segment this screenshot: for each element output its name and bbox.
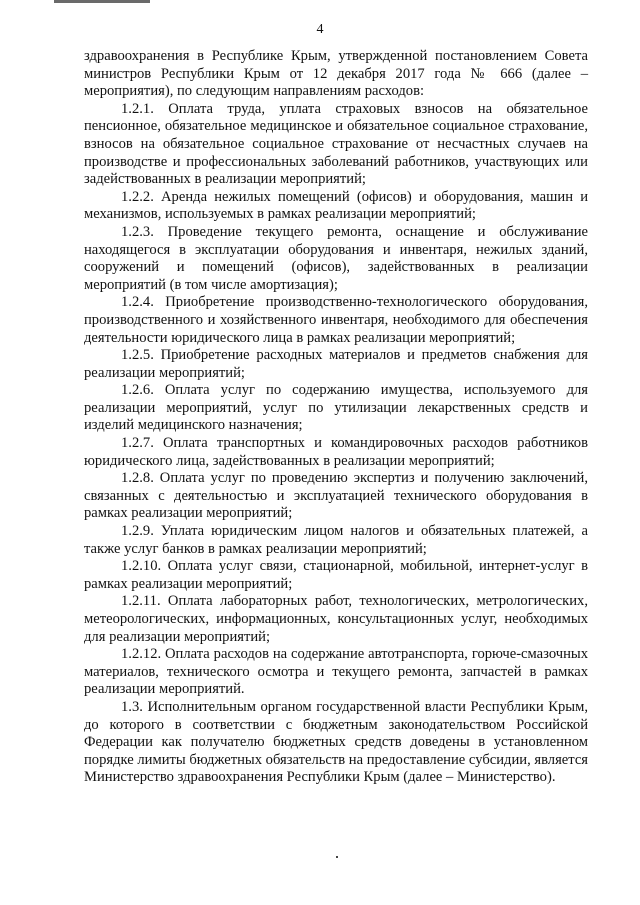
header-rule	[54, 0, 150, 3]
paragraph-1-2-7: 1.2.7. Оплата транспортных и командировочных расходов работников юридического лица, задействованных в реализации мероприятий;	[84, 435, 588, 469]
scan-speck	[336, 856, 338, 858]
paragraph-1-2-5: 1.2.5. Приобретение расходных материалов и предметов снабжения для реализации мероприятий;	[84, 347, 588, 381]
paragraph-1-2-12: 1.2.12. Оплата расходов на содержание автотранспорта, горюче-смазочных материалов, технического осмотра и текущего ремонта, запчастей в рамках реализации мероприятий.	[84, 646, 588, 698]
paragraph-1-2-11: 1.2.11. Оплата лабораторных работ, технологических, метрологических, метеорологических, информационных, консультационных услуг, необходимых для реализации мероприятий;	[84, 593, 588, 645]
paragraph-1-2-10: 1.2.10. Оплата услуг связи, стационарной, мобильной, интернет-услуг в рамках реализации мероприятий;	[84, 558, 588, 592]
document-body	[84, 48, 588, 787]
paragraph-1-2-8: 1.2.8. Оплата услуг по проведению экспертиз и получению заключений, связанных с деятельностью и эксплуатацией технического оборудования в рамках реализации мероприятий;	[84, 470, 588, 522]
paragraph-1-2-1: 1.2.1. Оплата труда, уплата страховых взносов на обязательное пенсионное, обязательное медицинское и обязательное социальное страхование, взносов на обязательное социальное страхование от несчастных случаев на производстве и профессиональных заболеваний работников, участвующих или задействованных в реализации мероприятий;	[84, 100, 588, 188]
paragraph-intro-continuation: здравоохранения в Республике Крым, утвержденной постановлением Совета министров Республики Крым от 12 декабря 2017 года № 666 (далее – мероприятия), по следующим направлениям расходов:	[84, 48, 588, 100]
paragraph-1-2-4: 1.2.4. Приобретение производственно-технологического оборудования, производственного и хозяйственного инвентаря, необходимого для обеспечения деятельности юридического лица в рамках реализации мероприятий;	[84, 294, 588, 346]
paragraph-1-2-9: 1.2.9. Уплата юридическим лицом налогов и обязательных платежей, а также услуг банков в рамках реализации мероприятий;	[84, 523, 588, 557]
paragraph-1-2-6: 1.2.6. Оплата услуг по содержанию имущества, используемого для реализации мероприятий, услуг по утилизации лекарственных средств и изделий медицинского назначения;	[84, 382, 588, 434]
paragraph-1-2-2: 1.2.2. Аренда нежилых помещений (офисов) и оборудования, машин и механизмов, используемых в рамках реализации мероприятий;	[84, 188, 588, 223]
paragraph-1-3: 1.3. Исполнительным органом государственной власти Республики Крым, до которого в соответствии с бюджетным законодательством Российской Федерации как получателю бюджетных средств доведены в установленном порядке лимиты бюджетных обязательств на предоставление субсидии, является Министерство здравоохранения Республики Крым (далее – Министерство).	[84, 698, 589, 786]
paragraph-1-2-3: 1.2.3. Проведение текущего ремонта, оснащение и обслуживание находящегося в эксплуатации оборудования и инвентаря, нежилых зданий, сооружений и помещений (офисов), задействованных в реализации мероприятий (в том числе амортизация);	[84, 223, 588, 293]
page-number: 4	[316, 22, 324, 37]
